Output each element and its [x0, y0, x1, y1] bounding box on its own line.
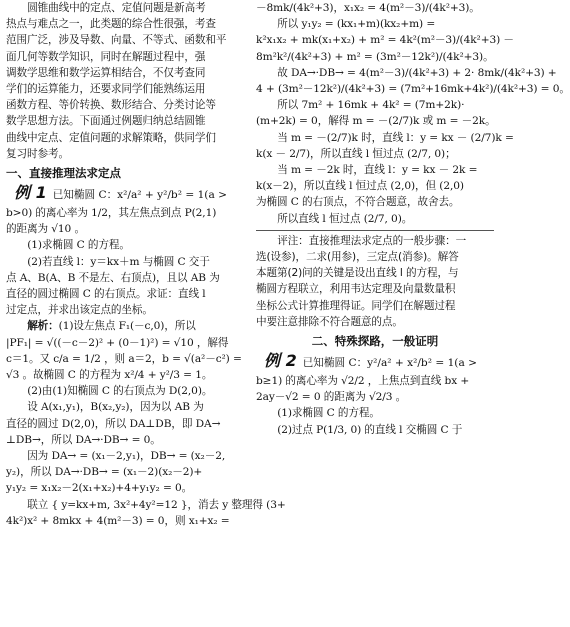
solution-line: 为椭圆 C 的右顶点，不符合题意，故舍去。	[256, 196, 460, 209]
solution-line: √3 。故椭圆 C 的方程为 x²/4 + y²/3 = 1。	[6, 369, 213, 382]
example-2-line: b≥1) 的离心率为 √2/2 ，上焦点到直线 bx +	[256, 375, 470, 388]
intro-line: 函数方程、等价转换、数形结合、分类讨论等	[6, 99, 216, 112]
example-2-label: 例 2	[264, 351, 297, 371]
section-heading-1: 一、直接推理法求定点	[6, 166, 121, 181]
example-1-line: 点 A、B(A、B 不是左、右顶点)，且以 AB 为	[6, 271, 220, 284]
example-1-first-line: 已知椭圆 C：x²/a² + y²/b² = 1(a >	[52, 189, 227, 202]
solution-line: (2)由(1)知椭圆 C 的右顶点为 D(2,0)。	[27, 385, 213, 398]
solution-line: 故 DA→·DB→ = 4(m²－3)/(4k²+3) + 2· 8mk/(4k²+3) +	[277, 66, 557, 79]
solution-line: 因为 DA→ = (x₁－2,y₁)，DB→ = (x₂－2,	[27, 450, 226, 463]
solution-line: (m+2k) = 0，解得 m = －(2/7)k 或 m = －2k。	[256, 115, 496, 128]
solution-line: 4 + (3m²－12k²)/(4k²+3) = (7m²+16mk+4k²)/(4k²+3) = 0。	[256, 83, 570, 96]
example-2-statement	[256, 351, 494, 373]
intro-line: 热点与难点之一，此类题的综合性很强，考查	[6, 18, 216, 31]
intro-line: 学们的运算能力，还要求同学们能熟练运用	[6, 83, 206, 96]
solution-line: k(x－2)，所以直线 l 恒过点 (2,0)，但 (2,0)	[256, 180, 464, 193]
solution-line: 所以直线 l 恒过点 (2/7, 0)。	[277, 212, 413, 225]
example-1-statement	[6, 183, 244, 205]
solution-line: k²x₁x₂ + mk(x₁+x₂) + m² = 4k²(m²－3)/(4k²+3) －	[256, 34, 514, 47]
solution-line: |PF₁| = √((－c－2)² + (0－1)²) = √10 ，解得	[6, 336, 229, 349]
intro-line: 复习时参考。	[6, 147, 69, 160]
intro-line: 圆锥曲线中的定点、定值问题是新高考	[27, 2, 206, 14]
solution-line: c＝1。又 c/a = 1/2 ，则 a＝2，b = √(a²－c²) =	[6, 352, 242, 365]
example-2-line: 2ay－√2 = 0 的距离为 √2/3 。	[256, 391, 407, 404]
intro-line: 调数学思维和数学运算相结合，不仅考查同	[6, 66, 206, 79]
solution-label: 解析：	[27, 320, 59, 333]
example-1-line: (2)若直线 l：y＝kx＋m 与椭圆 C 交于	[27, 255, 210, 268]
comment-divider	[256, 230, 494, 231]
example-1-line: b>0) 的离心率为 1/2，其左焦点到点 P(2,1)	[6, 207, 217, 220]
right-column	[256, 0, 570, 627]
example-1-line: (1)求椭圆 C 的方程。	[27, 239, 130, 252]
solution-continued	[256, 0, 570, 227]
example-1-body	[6, 205, 244, 318]
comment-line: 选(设参)，二求(用参)，三定点(消参)。解答	[256, 251, 459, 264]
example-2-first-line: 已知椭圆 C：y²/a² + x²/b² = 1(a >	[302, 357, 477, 370]
intro-line: 面几何等数学知识，同时在解题过程中，强	[6, 50, 206, 63]
comment-line: 坐标公式计算推理得证。同学们在解题过程	[256, 299, 456, 312]
solution-line: k(x － 2/7)，所以直线 l 恒过点 (2/7, 0)；	[256, 147, 456, 160]
example-2-body	[256, 373, 494, 438]
solution-line: 直径的圆过 D(2,0)，所以 DA⊥DB，即 DA→	[6, 417, 221, 430]
solution-line: 所以 y₁y₂ = (kx₁+m)(kx₂+m) =	[277, 18, 436, 31]
example-2-line: (2)过点 P(1/3, 0) 的直线 l 交椭圆 C 于	[277, 423, 463, 436]
intro-paragraph	[6, 0, 244, 162]
comment-line: 评注：直接推理法求定点的一般步骤：一	[277, 234, 467, 247]
section-heading-2: 二、特殊探路，一般证明	[311, 334, 439, 349]
example-1-line: 的距离为 √10 。	[6, 223, 85, 236]
solution-line: 设 A(x₁,y₁)，B(x₂,y₂)，因为以 AB 为	[27, 401, 204, 414]
solution-line: 4k²)x² + 8mkx + 4(m²－3) = 0，则 x₁+x₂ =	[6, 514, 230, 527]
example-1-line: 过定点，并求出该定点的坐标。	[6, 304, 153, 317]
solution-line: 当 m = －(2/7)k 时，直线 l：y = kx － (2/7)k =	[277, 131, 514, 144]
comment-line: 椭圆方程联立，利用韦达定理及向量数量积	[256, 283, 456, 296]
example-1-label: 例 1	[14, 183, 47, 203]
solution-line: 联立 { y=kx+m, 3x²+4y²=12 }，消去 y 整理得 (3+	[27, 498, 286, 511]
comment-paragraph	[256, 233, 494, 330]
solution-line: y₂)，所以 DA→·DB→ = (x₁－2)(x₂－2)+	[6, 466, 203, 479]
example-2-line: (1)求椭圆 C 的方程。	[277, 407, 380, 420]
solution-first-line: 解析：(1)设左焦点 F₁(－c,0)，所以	[27, 320, 196, 333]
solution-line: 所以 7m² + 16mk + 4k² = (7m+2k)·	[277, 99, 465, 112]
intro-line: 范围广泛，涉及导数、向量、不等式、函数和平	[6, 34, 227, 47]
comment-line: 本题第(2)问的关键是设出直线 l 的方程，与	[256, 267, 459, 280]
intro-line: 曲线中定点、定值问题的求解策略，供同学们	[6, 131, 216, 144]
comment-line: 中要注意排除不符合题意的点。	[256, 315, 403, 328]
example-1-line: 直径的圆过椭圆 C 的右顶点。求证：直线 l	[6, 288, 206, 301]
solution-line: ⊥DB→，所以 DA→·DB→ = 0。	[6, 433, 161, 446]
solution-line: y₁y₂ = x₁x₂－2(x₁+x₂)+4+y₁y₂ = 0。	[6, 482, 193, 495]
intro-line: 数学思想方法。下面通过例题归纳总结圆锥	[6, 115, 206, 128]
solution-line: －8mk/(4k²+3)，x₁x₂ = 4(m²－3)/(4k²+3)。	[256, 2, 480, 14]
solution-line: 当 m = －2k 时，直线 l：y = kx － 2k =	[277, 164, 478, 177]
solution-line: 8m²k²/(4k²+3) + m² = (3m²－12k²)/(4k²+3)。	[256, 50, 494, 63]
